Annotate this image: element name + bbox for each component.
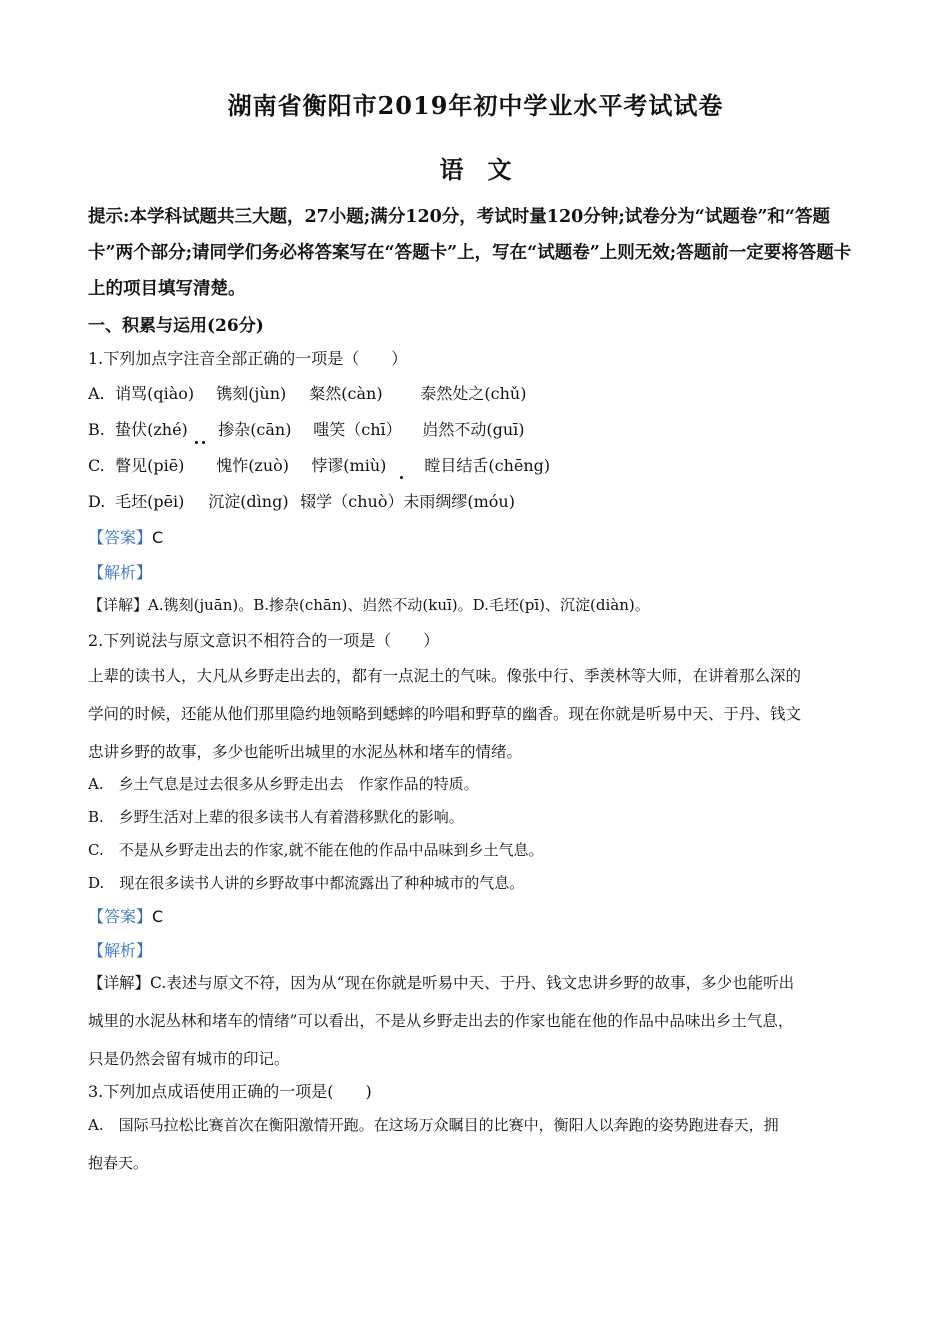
question-1-option-b	[88, 419, 863, 441]
option-line: 抱春天。	[88, 1154, 149, 1172]
option-word: 镌刻(jùn)	[216, 384, 287, 403]
page-title: 湖南省衡阳市2019年初中学业水平考试试卷	[227, 91, 724, 120]
question-1-answer	[88, 527, 863, 549]
answer-tag: 【答案】	[88, 907, 153, 926]
question-2-stem: 2.下列说法与原文意识不相符合的一项是（ ）	[88, 631, 440, 650]
option-word: 沉淀(dìng)	[208, 492, 289, 511]
question-1-stem: 1.下列加点字注音全部正确的一项是（ ）	[88, 349, 408, 368]
detail-line: 只是仍然会留有城市的印记。	[88, 1050, 290, 1068]
answer-value: C	[152, 907, 164, 926]
question-2-option-d: D. 现在很多读书人讲的乡野故事中都流露出了种种城市的气息。	[88, 874, 525, 892]
question-1-option-c	[88, 455, 863, 477]
question-1-option-a	[88, 383, 863, 405]
emphasis-dot	[202, 441, 205, 444]
option-word: 瞠目结舌(chēng)	[424, 456, 551, 475]
option-word: 辍学（chuò）	[300, 492, 404, 511]
section-heading: 一、积累与运用(26分)	[88, 316, 264, 336]
question-3-stem: 3.下列加点成语使用正确的一项是( )	[88, 1082, 372, 1101]
question-2-option-c: C. 不是从乡野走出去的作家,就不能在他的作品中品味到乡土气息。	[88, 841, 544, 859]
option-word: 瞥见(piē)	[115, 456, 185, 475]
emphasis-dot	[400, 476, 403, 479]
option-word: 岿然不动(guī)	[422, 420, 525, 439]
option-word: 悖谬(miù)	[311, 456, 387, 475]
answer-value: C	[152, 528, 164, 547]
option-word: 掺杂(cān)	[218, 420, 292, 439]
question-3-option-a	[88, 1106, 863, 1182]
option-word: 粲然(càn)	[309, 384, 383, 403]
option-word: 嗤笑（chī）	[313, 420, 402, 439]
passage-line: 忠讲乡野的故事，多少也能听出城里的水泥丛林和堵车的情绪。	[88, 743, 523, 761]
question-2-answer	[88, 906, 863, 928]
emphasis-dot	[195, 441, 198, 444]
option-word: 泰然处之(chǔ)	[420, 384, 527, 403]
option-word: 蛰伏(zhé)	[115, 420, 188, 439]
exam-notice: 提示:本学科试题共三大题，27小题;满分120分，考试时量120分钟;试卷分为“试题卷”和“答题卡”两个部分;请同学们务必将答案写在“答题卡”上，写在“试题卷”上则无效;答题前一定要将答题卡上的项目填写清楚。	[88, 207, 852, 299]
passage-line: 学问的时候，还能从他们那里隐约地领略到蟋蟀的吟唱和野草的幽香。现在你就是听易中天、于丹、钱文	[88, 705, 802, 723]
question-2-option-b: B. 乡野生活对上辈的很多读书人有着潜移默化的影响。	[88, 808, 464, 826]
option-letter: A.	[88, 384, 105, 403]
subject-title: 语 文	[439, 155, 512, 184]
question-1-detail: 【详解】A.镌刻(juān)。B.掺杂(chān)、岿然不动(kuī)。D.毛坯(pī)、沉淀(diàn)。	[88, 596, 650, 614]
option-word: 愧怍(zuò)	[216, 456, 290, 475]
passage-line: 上辈的读书人，大凡从乡野走出去的，都有一点泥土的气味。像张中行、季羡林等大师，在讲着那么深的	[88, 667, 802, 685]
question-2-passage	[88, 657, 863, 771]
answer-tag: 【答案】	[88, 528, 153, 547]
option-word: 毛坯(pēi)	[115, 492, 185, 511]
option-word: 未雨绸缪(móu)	[403, 492, 515, 511]
detail-line: 【详解】C.表述与原文不符，因为从“现在你就是听易中天、于丹、钱文忠讲乡野的故事，多少也能听出	[88, 974, 795, 992]
option-letter: B.	[88, 420, 105, 439]
question-2-analysis-tag: 【解析】	[88, 941, 153, 960]
question-2-option-a: A. 乡土气息是过去很多从乡野走出去 作家作品的特质。	[88, 775, 479, 793]
option-letter: C.	[88, 456, 105, 475]
question-1-option-d	[88, 491, 863, 513]
option-letter: D.	[88, 492, 106, 511]
detail-line: 城里的水泥丛林和堵车的情绪”可以看出，不是从乡野走出去的作家也能在他的作品中品味出乡土气息，	[88, 1012, 794, 1030]
question-1-analysis-tag: 【解析】	[88, 563, 153, 582]
question-2-detail	[88, 964, 863, 1078]
option-word: 诮骂(qiào)	[115, 384, 195, 403]
option-line: A. 国际马拉松比赛首次在衡阳激情开跑。在这场万众瞩目的比赛中，衡阳人以奔跑的姿势跑进春天，拥	[88, 1116, 779, 1134]
